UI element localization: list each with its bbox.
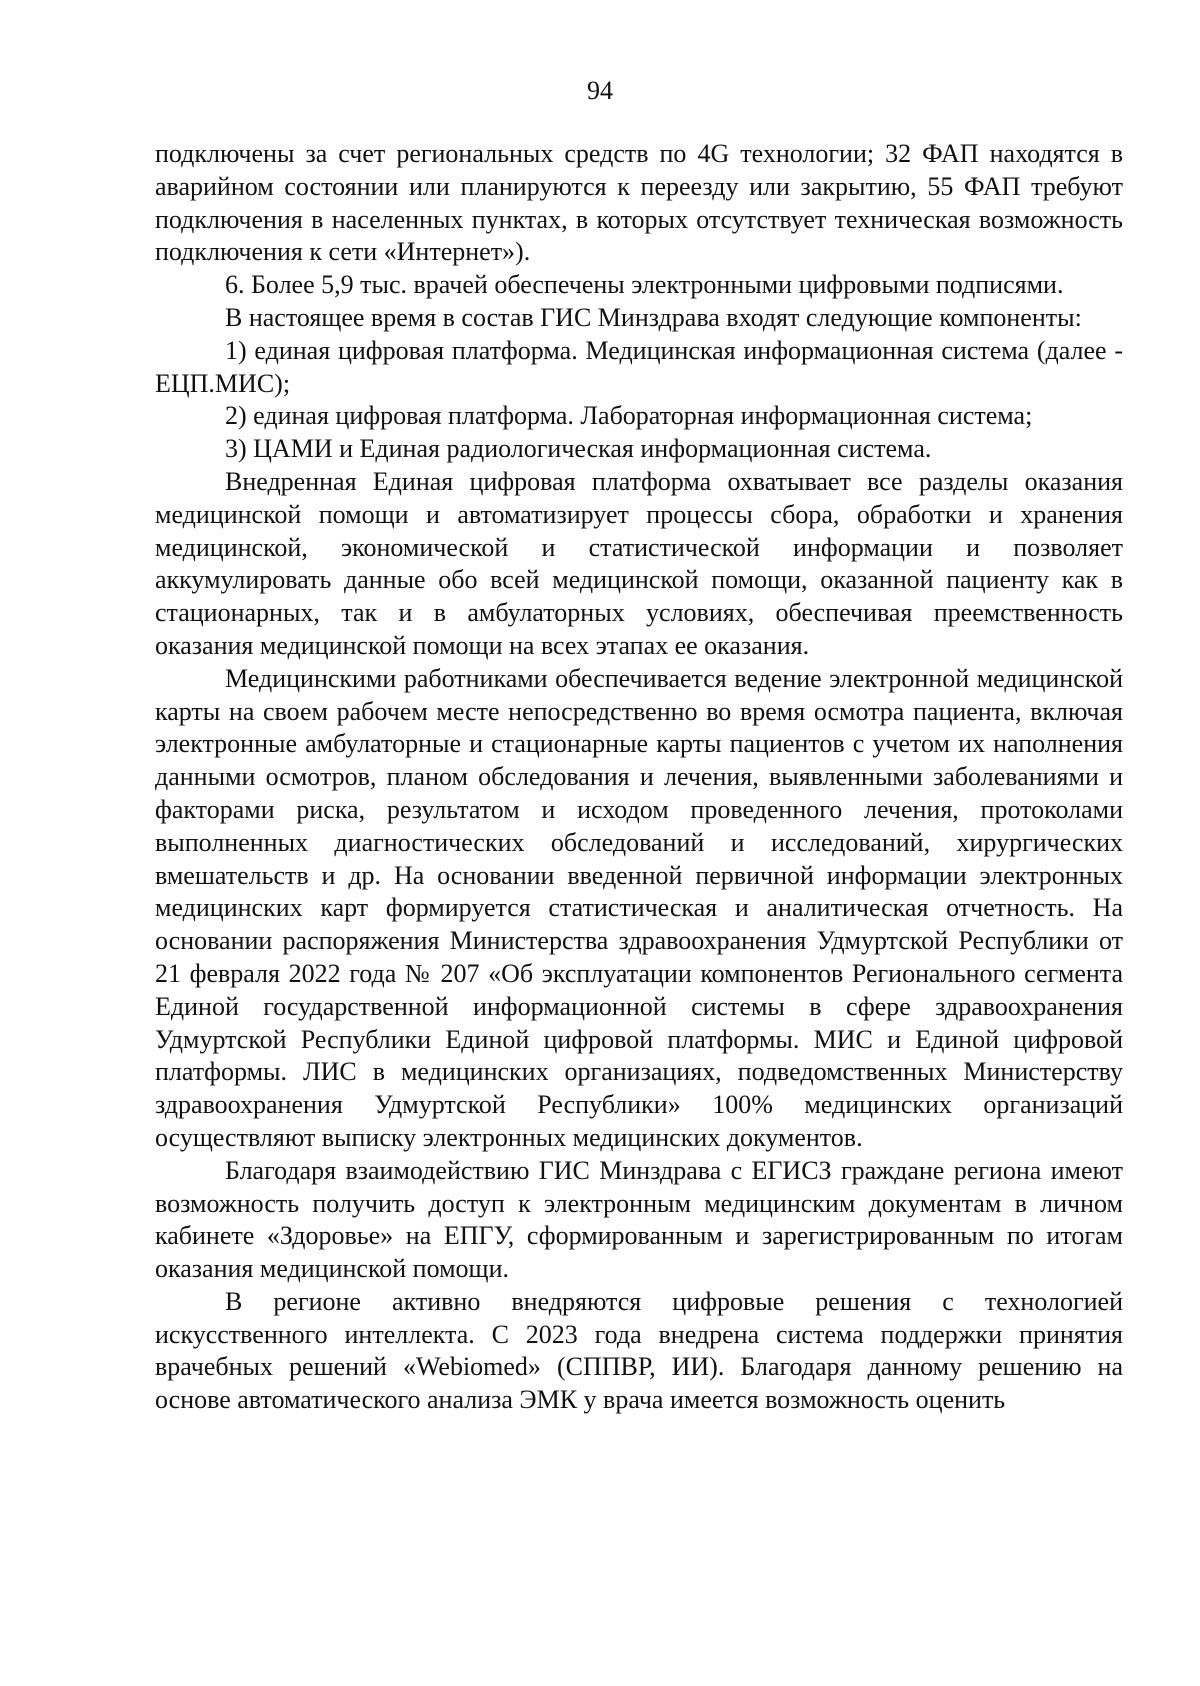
paragraph-electronic-medical-record: Медицинскими работниками обеспечивается ведение электронной медицинской карты на своем рабочем месте непосредственно во время осмотра пациента, включая электронные амбулаторные и стационарные карты пациентов с учетом их наполнения данными осмотров, планом обследования и лечения, выявленными заболеваниями и факторами риска, результатом и исходом проведенного лечения, протоколами выполненных диагностических обследований и исследований, хирургических вмешательств и др. На основании введенной первичной информации электронных медицинских карт формируется статистическая и аналитическая отчетность. На основании распоряжения Министерства здравоохранения Удмуртской Республики от 21 февраля 2022 года № 207 «Об эксплуатации компонентов Регионального сегмента Единой государственной информационной системы в сфере здравоохранения Удмуртской Республики Единой цифровой платформы. МИС и Единой цифровой платформы. ЛИС в медицинских организациях, подведомственных Министерству здравоохранения Удмуртской Республики» 100% медицинских организаций осуществляют выписку электронных медицинских документов. — [155, 663, 1123, 1152]
list-item-ecp-mis: 1) единая цифровая платформа. Медицинская информационная система (далее - ЕЦП.МИС); — [155, 335, 1123, 398]
paragraph-digital-platform: Внедренная Единая цифровая платформа охватывает все разделы оказания медицинской помощи и автоматизирует процессы сбора, обработки и хранения медицинской, экономической и статистической информации и позволяет аккумулировать данные обо всей медицинской помощи, оказанной пациенту как в стационарных, так и в амбулаторных условиях, обеспечивая преемственность оказания медицинской помощи на всех этапах ее оказания. — [155, 466, 1123, 660]
paragraph-ai-solutions: В регионе активно внедряются цифровые решения с технологией искусственного интеллекта. С 2023 года внедрена система поддержки принятия врачебных решений «Webiomed» (СППВР, ИИ). Благодаря данному решению на основе автоматического анализа ЭМК у врача имеется возможность оценить — [155, 1286, 1123, 1415]
paragraph-continuation: подключены за счет региональных средств по 4G технологии; 32 ФАП находятся в аварийном состоянии или планируются к переезду или закрытию, 55 ФАП требуют подключения в населенных пунктах, в которых отсутствует техническая возможность подключения к сети «Интернет»). — [155, 139, 1123, 267]
page-number: 94 — [587, 76, 613, 105]
list-item-cami: 3) ЦАМИ и Единая радиологическая информационная система. — [225, 434, 932, 464]
list-item-ecp-lis: 2) единая цифровая платформа. Лабораторная информационная система; — [225, 401, 1033, 431]
paragraph-digital-signatures: 6. Более 5,9 тыс. врачей обеспечены электронными цифровыми подписями. — [225, 270, 1064, 300]
document-body — [155, 138, 1123, 1417]
paragraph-gis-components-intro: В настоящее время в состав ГИС Минздрава входят следующие компоненты: — [225, 302, 1082, 332]
paragraph-egisz-interaction: Благодаря взаимодействию ГИС Минздрава с ЕГИСЗ граждане региона имеют возможность получить доступ к электронным медицинским документам в личном кабинете «Здоровье» на ЕПГУ, сформированным и зарегистрированным по итогам оказания медицинской помощи. — [155, 1155, 1123, 1284]
